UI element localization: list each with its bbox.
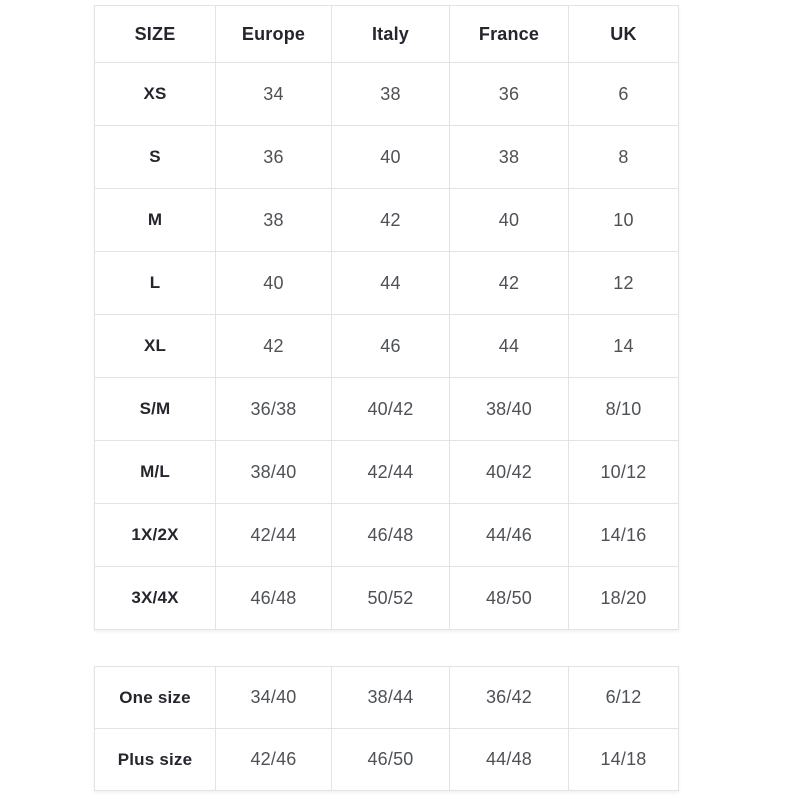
size-value: 42: [450, 252, 569, 315]
size-value: 42/46: [216, 729, 332, 791]
row-label: XS: [95, 63, 216, 126]
column-header-italy: Italy: [332, 6, 450, 63]
size-value: 42/44: [332, 441, 450, 504]
size-value: 40/42: [450, 441, 569, 504]
size-value: 44/46: [450, 504, 569, 567]
size-row-plus-size: [95, 729, 679, 791]
row-label: One size: [95, 667, 216, 729]
size-row-xl: [95, 315, 679, 378]
size-chart-page: [0, 5, 800, 800]
size-value: 14/16: [569, 504, 679, 567]
column-header-france: France: [450, 6, 569, 63]
size-row-s-m: [95, 378, 679, 441]
size-value: 40: [216, 252, 332, 315]
size-value: 38/40: [450, 378, 569, 441]
size-value: 6/12: [569, 667, 679, 729]
row-label: 1X/2X: [95, 504, 216, 567]
size-conversion-table: [94, 5, 679, 630]
size-value: 34/40: [216, 667, 332, 729]
size-row-l: [95, 252, 679, 315]
column-header-europe: Europe: [216, 6, 332, 63]
size-row-xs: [95, 63, 679, 126]
row-label: Plus size: [95, 729, 216, 791]
column-header-size: SIZE: [95, 6, 216, 63]
size-value: 42: [332, 189, 450, 252]
row-label: M/L: [95, 441, 216, 504]
size-value: 38: [450, 126, 569, 189]
size-row-s: [95, 126, 679, 189]
row-label: L: [95, 252, 216, 315]
size-value: 34: [216, 63, 332, 126]
size-value: 44/48: [450, 729, 569, 791]
size-row-1x-2x: [95, 504, 679, 567]
size-value: 46/48: [216, 567, 332, 630]
size-row-3x-4x: [95, 567, 679, 630]
size-row-one-size: [95, 667, 679, 729]
size-value: 38/44: [332, 667, 450, 729]
size-value: 42/44: [216, 504, 332, 567]
size-value: 40/42: [332, 378, 450, 441]
size-value: 14/18: [569, 729, 679, 791]
size-value: 40: [332, 126, 450, 189]
row-label: M: [95, 189, 216, 252]
size-value: 38/40: [216, 441, 332, 504]
size-value: 44: [332, 252, 450, 315]
size-value: 10: [569, 189, 679, 252]
row-label: S/M: [95, 378, 216, 441]
special-sizes-table: [94, 666, 679, 791]
size-value: 38: [332, 63, 450, 126]
size-value: 6: [569, 63, 679, 126]
size-row-m-l: [95, 441, 679, 504]
size-value: 12: [569, 252, 679, 315]
size-value: 18/20: [569, 567, 679, 630]
row-label: S: [95, 126, 216, 189]
size-value: 14: [569, 315, 679, 378]
size-value: 36/38: [216, 378, 332, 441]
size-value: 8: [569, 126, 679, 189]
header-row: [95, 6, 679, 63]
size-value: 42: [216, 315, 332, 378]
size-value: 8/10: [569, 378, 679, 441]
size-row-m: [95, 189, 679, 252]
row-label: 3X/4X: [95, 567, 216, 630]
size-value: 46: [332, 315, 450, 378]
row-label: XL: [95, 315, 216, 378]
size-value: 46/50: [332, 729, 450, 791]
size-value: 36: [216, 126, 332, 189]
column-header-uk: UK: [569, 6, 679, 63]
size-value: 46/48: [332, 504, 450, 567]
size-value: 36: [450, 63, 569, 126]
size-value: 44: [450, 315, 569, 378]
size-value: 38: [216, 189, 332, 252]
size-value: 48/50: [450, 567, 569, 630]
size-value: 40: [450, 189, 569, 252]
size-value: 36/42: [450, 667, 569, 729]
size-value: 50/52: [332, 567, 450, 630]
size-value: 10/12: [569, 441, 679, 504]
